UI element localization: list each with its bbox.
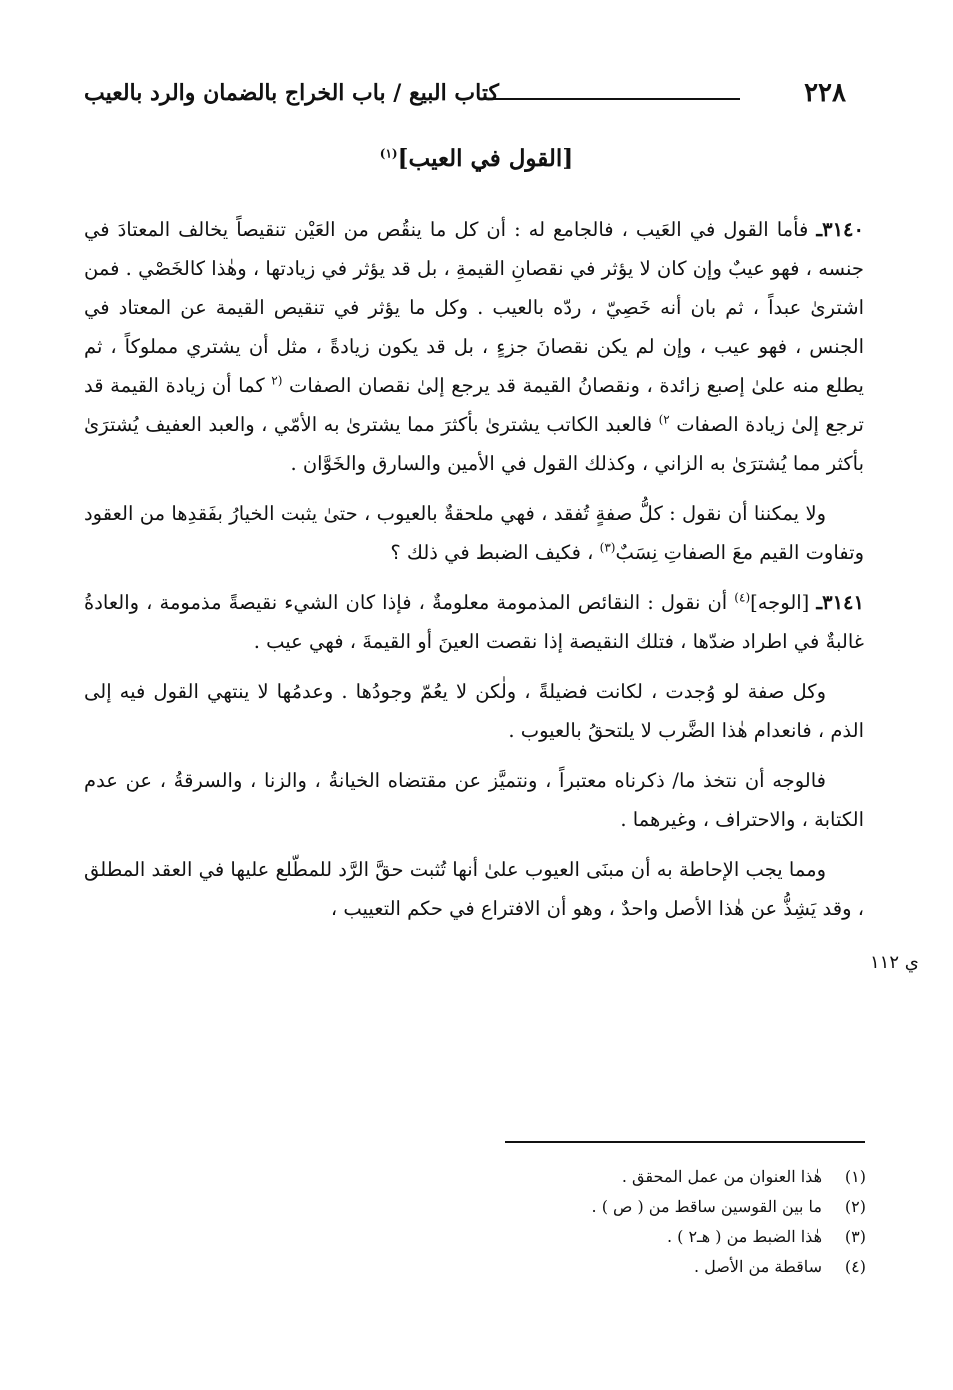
footnote-number: (٤) — [844, 1257, 866, 1276]
paragraph-text: كما أن زيادة القيمة قد ترجع إلىٰ زيادة الصفات — [84, 374, 864, 436]
paragraph: وكل صفة لو وُجدت ، لكانت فضيلةً ، ولٰكن لا يعُمّ وجودُها . وعدمُها لا ينتهي القول فيه إلى الذم ، فانعدام هٰذا الضَّرب لا يلتحقُ بالعيوب . — [84, 680, 864, 742]
section-heading — [0, 145, 953, 172]
issue-number: ٣١٤٠ـ — [816, 218, 864, 241]
header-rule — [482, 98, 740, 100]
paragraph-text: [الوجه] — [750, 591, 817, 614]
footnote — [300, 1222, 866, 1252]
footnote-rule — [505, 1141, 865, 1143]
margin-manuscript-ref: ي ١١٢ — [870, 952, 919, 973]
page-header — [84, 78, 846, 120]
paragraph-3141 — [84, 583, 864, 661]
footnote-text: هٰذا الضبط من ( هـ٢ ) . — [666, 1227, 822, 1246]
paragraph-text: أن نقول : النقائص المذمومة معلومةٌ ، فإذا كان الشيء نقيصةً مذمومة ، والعادةُ غالبةٌ في اطراد ضدّها ، فتلك النقيصة إذا نقصت العينَ أو القيمةَ ، فهي عيب . — [84, 591, 864, 653]
footnote-text: ما بين القوسين ساقط من ( ص ) . — [591, 1197, 822, 1216]
footnote — [300, 1192, 866, 1222]
footnote-ref: (٤) — [734, 590, 751, 605]
paragraph: ومما يجب الإحاطة به أن مبنَى العيوب علىٰ أنها تُثبت حقَّ الرَّد للمطّلع عليها في العقد المطلق ، وقد يَشِذُّ عن هٰذا الأصل واحدٌ ، وهو أن الافتراع في حكم التعييب ، — [84, 858, 864, 920]
footnote-number: (٢) — [844, 1197, 866, 1216]
issue-number: ٣١٤١ـ — [816, 591, 864, 614]
paragraph: فالوجه أن نتخذ ما/ ذكرناه معتبراً ، ونتميَّز عن مقتضاه الخيانةُ ، والزنا ، والسرقةُ ، عن عدم الكتابة ، والاحتراف ، وغيرهما . — [84, 769, 864, 831]
footnote-ref: (٢ — [271, 373, 283, 388]
section-heading-text: [القول في العيب] — [397, 145, 574, 172]
main-text — [84, 210, 864, 939]
section-heading-footnote-ref: (١) — [379, 146, 398, 161]
footnote-text: ساقطة من الأصل . — [694, 1257, 822, 1276]
running-title: كتاب البيع / باب الخراج بالضمان والرد بالعيب — [84, 80, 499, 106]
footnotes — [300, 1162, 866, 1282]
paragraph-3140 — [84, 210, 864, 483]
footnote — [300, 1162, 866, 1192]
footnote — [300, 1252, 866, 1282]
page-number: ٢٢٨ — [804, 78, 846, 108]
footnote-number: (١) — [844, 1167, 866, 1186]
footnote-ref: (٣) — [599, 540, 616, 555]
paragraph-text: فالعبد الكاتب يشترىٰ بأكثرَ مما يشترىٰ به الأمّي ، والعبد العفيف يُشترَىٰ بأكثر مما يُشترَىٰ به الزاني ، وكذلك القول في الأمين والسارق والخَوَّان . — [84, 413, 864, 475]
paragraph-text: ، فكيف الضبط في ذلك ؟ — [390, 541, 600, 564]
footnote-number: (٣) — [844, 1227, 866, 1246]
footnote-text: هٰذا العنوان من عمل المحقق . — [621, 1167, 822, 1186]
paragraph-text: ولا يمكننا أن نقول : كلُّ صفةٍ تُفقد ، فهي ملحقةٌ بالعيوب ، حتىٰ يثبت الخيارُ بفَقدِها من العقود وتفاوت القيم معَ الصفاتِ نِسَبٌ — [84, 502, 864, 564]
footnote-ref: ٢) — [658, 412, 670, 427]
paragraph-text: فأما القول في العَيب ، فالجامع له : أن كل ما ينقُص من العَيْن تنقيصاً يخالف المعتادَ في جنسه ، فهو عيبٌ وإن كان لا يؤثر في نقصانِ القيمةِ ، بل قد يؤثر في زيادتها ، وهٰذا كالخَصْي . فمن اشترىٰ عبداً ، ثم بان أنه خَصِيّ ، ردّه بالعيب . وكل ما يؤثر في تنقيص القيمة عن المعتاد في الجنس ، فهو عيب ، وإن لم يكن نقصانَ جزءٍ ، بل قد يكون زيادةً ، مثل أن يشتري مملوكاً ، ثم يطلع منه علىٰ إصبع زائدة ، ونقصانُ القيمة قد يرجع إلىٰ نقصان الصفات — [84, 218, 864, 397]
paragraph — [84, 494, 864, 572]
